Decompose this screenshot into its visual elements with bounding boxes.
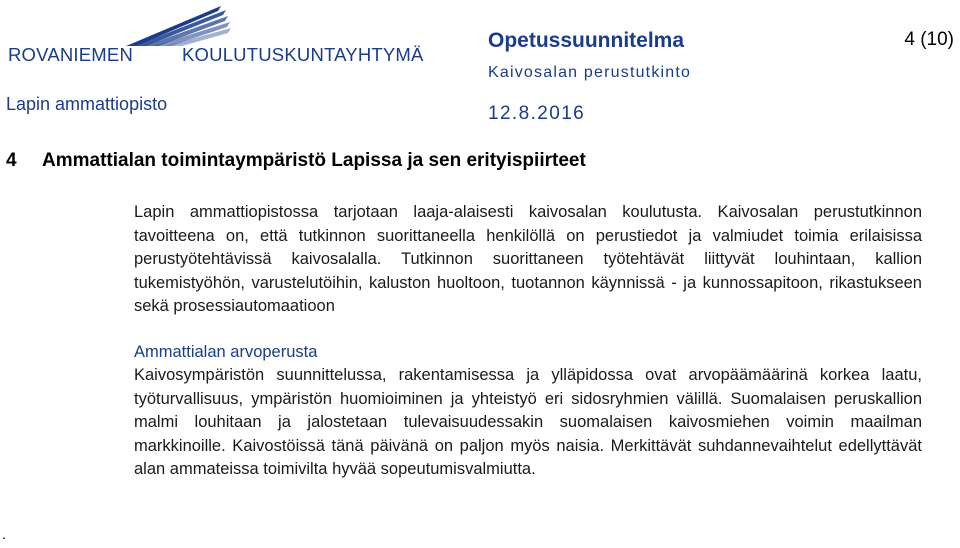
document-date: 12.8.2016	[488, 103, 586, 124]
footer-mark: .	[2, 526, 6, 542]
logo-text-right: KOULUTUSKUNTAYHTYMÄ	[182, 44, 424, 65]
organization-name: Lapin ammattiopisto	[6, 94, 168, 114]
document-subtitle: Kaivosalan perustutkinto	[488, 64, 692, 81]
page-number: 4 (10)	[904, 29, 954, 50]
logo	[6, 2, 426, 72]
document-title: Opetussuunnitelma	[488, 29, 685, 52]
section-title: Ammattialan toimintaympäristö Lapissa ja sen erityispiirteet	[42, 150, 586, 171]
section-number: 4	[6, 150, 17, 171]
logo-text-left: ROVANIEMEN	[8, 44, 134, 65]
section-heading	[6, 150, 586, 172]
values-paragraph: Kaivosympäristön suunnittelussa, rakentamisessa ja ylläpidossa ovat arvopäämäärinä korkea laatu, työturvallisuus, ympäristön huomioiminen ja yhteistyö eri sidosryhmien välillä. Suomalaisen peruskallion malmi louhitaan ja jalostetaan tulevaisuudessakin suomalaisen kaivosmiehen voimin maailman markkinoille. Kaivostöissä tänä päivänä on paljon myös naisia. Merkittävät suhdannevaihtelut edellyttävät alan ammateissa toimivilta hyvää sopeutumisvalmiutta.	[134, 366, 922, 479]
values-heading: Ammattialan arvoperusta	[134, 343, 318, 361]
intro-paragraph: Lapin ammattiopistossa tarjotaan laaja-alaisesti kaivosalan koulutusta. Kaivosalan perustutkinnon tavoitteena on, että tutkinnon suorittaneella henkilöllä on perustiedot ja valmiudet toimia erilaisissa perustyötehtävissä kaivosalalla. Tutkinnon suorittaneen työtehtävät liittyvät louhintaan, kallion tukemistyöhön, varustelutöihin, kaluston huoltoon, tuotannon käynnissä - ja kunnossapitoon, rikastukseen sekä prosessiautomaatioon	[134, 203, 922, 316]
